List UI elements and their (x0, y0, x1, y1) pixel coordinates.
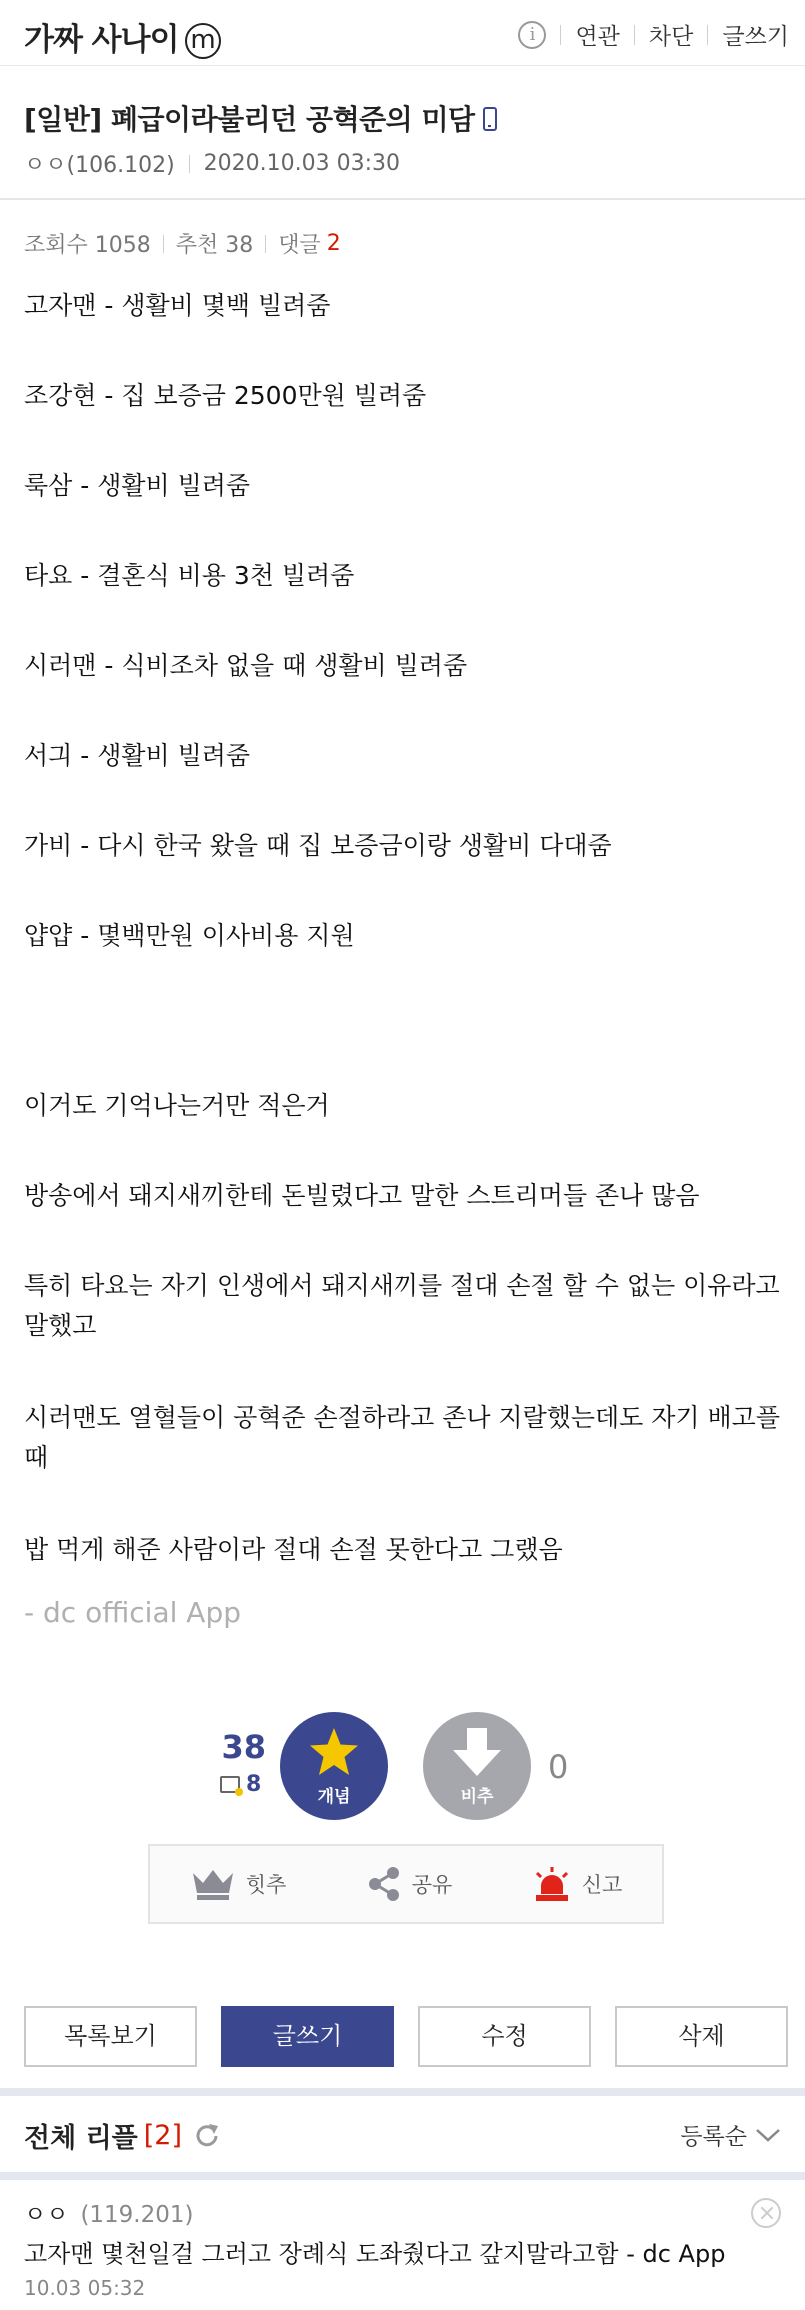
divider (189, 155, 190, 173)
replies-header (24, 2116, 222, 2155)
report-button[interactable] (532, 1866, 623, 1902)
fixed-recommend (220, 1772, 261, 1797)
siren-icon (532, 1866, 572, 1902)
post-line: 밥 먹게 해준 사람이라 절대 손절 못한다고 그랬음 (24, 1535, 563, 1564)
share-label: 공유 (411, 1873, 453, 1897)
upvote-count: 38 (221, 1728, 266, 1766)
comment-count-label[interactable]: 댓글 (278, 233, 321, 258)
write-link[interactable]: 글쓰기 (722, 24, 789, 50)
comment-date: 10.03 05:32 (24, 2276, 146, 2300)
post-author[interactable]: ㅇㅇ(106.102) (24, 153, 175, 178)
write-button[interactable]: 글쓰기 (221, 2006, 394, 2067)
share-icon (366, 1866, 402, 1902)
top-bar (0, 0, 805, 66)
gallery-title[interactable] (24, 14, 221, 59)
upvote-button[interactable] (280, 1712, 388, 1820)
replies-count: [2] (143, 2120, 182, 2151)
comment-count[interactable]: 2 (326, 231, 341, 256)
mobile-icon (483, 107, 497, 131)
post-date: 2020.10.03 03:30 (203, 151, 401, 176)
top-menu (518, 18, 789, 51)
post-line: 시러맨 - 식비조차 없을 때 생활비 빌려줌 (24, 651, 468, 680)
fixed-recommend-count: 8 (246, 1772, 262, 1797)
sort-dropdown[interactable] (680, 2118, 781, 2151)
section-divider (0, 2088, 805, 2096)
post-line: 고자맨 - 생활비 몇백 빌려줌 (24, 291, 331, 320)
divider (560, 25, 561, 45)
downvote-count: 0 (548, 1748, 569, 1786)
post-line: 타요 - 결혼식 비용 3천 빌려줌 (24, 561, 355, 590)
post-line: 룩삼 - 생활비 빌려줌 (24, 471, 251, 500)
post-line: 이거도 기억나는거만 적은거 (24, 1091, 330, 1120)
edit-button[interactable]: 수정 (418, 2006, 591, 2067)
post-title (24, 98, 497, 138)
divider (265, 235, 266, 253)
recommend-count: 추천 38 (175, 233, 254, 258)
post-line: 조강현 - 집 보증금 2500만원 빌려줌 (24, 381, 427, 410)
chevron-down-icon (755, 2127, 781, 2143)
comment-text: 고자맨 몇천일걸 그러고 장례식 도좌줬다고 갚지말라고함 - dc App (24, 2240, 726, 2268)
share-button[interactable] (366, 1866, 453, 1902)
fixed-user-icon (220, 1776, 240, 1793)
post-line: 시러맨도 열혈들이 공혁준 손절하라고 존나 지랄했는데도 자기 배고플 때 (24, 1403, 780, 1472)
post-line: 특히 타요는 자기 인생에서 돼지새끼를 절대 손절 할 수 없는 이유라고 말했고 (24, 1271, 780, 1340)
block-link[interactable]: 차단 (648, 24, 694, 50)
hit-label: 힛추 (245, 1873, 287, 1897)
star-icon (308, 1726, 360, 1778)
app-signature: - dc official App (24, 1596, 241, 1629)
delete-button[interactable]: 삭제 (615, 2006, 788, 2067)
divider (634, 25, 635, 45)
post-title-text: [일반] 폐급이라불리던 공혁준의 미담 (24, 103, 475, 136)
crown-icon (190, 1867, 236, 1901)
downvote-label: 비추 (460, 1787, 494, 1807)
post-line: 얍얍 - 몇백만원 이사비용 지원 (24, 921, 355, 950)
post-actions (148, 1844, 664, 1924)
post-line: 가비 - 다시 한국 왔을 때 집 보증금이랑 생활비 다대줌 (24, 831, 612, 860)
downvote-button[interactable] (423, 1712, 531, 1820)
upvote-label: 개념 (317, 1787, 351, 1807)
close-icon[interactable] (751, 2198, 781, 2228)
post-line: 서긔 - 생활비 빌려줌 (24, 741, 251, 770)
refresh-icon[interactable] (192, 2121, 222, 2151)
divider (163, 235, 164, 253)
sort-label: 등록순 (680, 2124, 747, 2150)
info-icon[interactable]: i (518, 21, 546, 49)
comment-author (24, 2196, 194, 2229)
post-stats (24, 228, 341, 259)
view-count: 조회수 1058 (24, 233, 151, 258)
comment-ip: (119.201) (80, 2202, 194, 2228)
section-divider (0, 2172, 805, 2180)
down-arrow-icon (451, 1726, 503, 1778)
header-divider (0, 198, 805, 200)
related-link[interactable]: 연관 (575, 24, 620, 50)
list-button[interactable]: 목록보기 (24, 2006, 197, 2067)
comment-nick[interactable]: ㅇㅇ (24, 2202, 69, 2228)
post-meta (24, 148, 400, 179)
replies-title: 전체 리플 (24, 2123, 138, 2154)
minor-gallery-badge-icon: m (185, 23, 221, 59)
report-label: 신고 (581, 1873, 623, 1897)
hit-button[interactable] (190, 1867, 287, 1901)
post-line: 방송에서 돼지새끼한테 돈빌렸다고 말한 스트리머들 존나 많음 (24, 1181, 700, 1210)
gallery-name: 가짜 사나이 (24, 22, 179, 58)
divider (707, 25, 708, 45)
